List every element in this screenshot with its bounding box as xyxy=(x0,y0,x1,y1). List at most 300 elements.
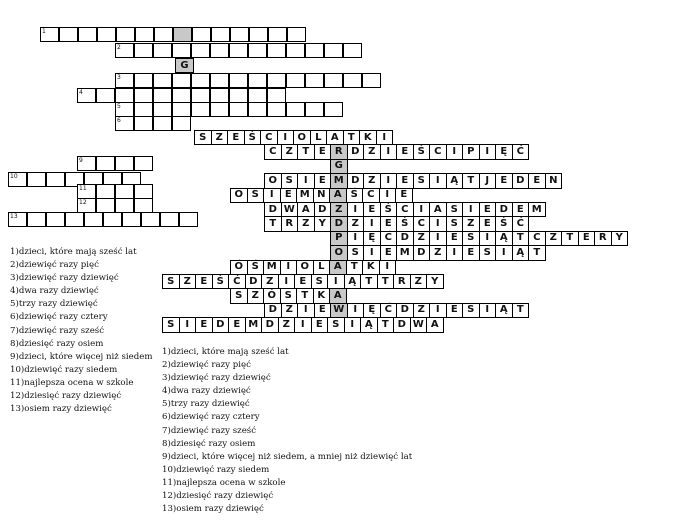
clue-number: 1 xyxy=(42,28,46,35)
crossword-cell xyxy=(179,317,197,332)
crossword-cell xyxy=(396,231,414,246)
crossword-cell xyxy=(495,231,513,246)
crossword-cell xyxy=(343,130,361,145)
crossword-cell xyxy=(305,73,324,88)
crossword-cell xyxy=(248,73,267,88)
cell-letter: I xyxy=(386,174,391,186)
cell-letter: I xyxy=(283,131,288,143)
cell-letter: D xyxy=(351,174,360,186)
cell-letter: C xyxy=(533,232,541,244)
crossword-cell xyxy=(8,172,27,187)
clue-list-bottom xyxy=(162,346,412,516)
clue-item: 2)dziewięć razy pięć xyxy=(162,360,251,371)
crossword-cell xyxy=(429,216,447,231)
crossword-cell xyxy=(173,27,192,42)
crossword-cell xyxy=(261,274,279,289)
clue-item: 13)osiem razy dziewięć xyxy=(10,404,112,415)
crossword-cell xyxy=(347,202,365,217)
clue-number: 5 xyxy=(117,103,121,110)
crossword-cell xyxy=(248,88,267,103)
cell-letter: S xyxy=(315,275,323,287)
cell-letter: D xyxy=(400,232,409,244)
cell-letter: E xyxy=(233,318,241,330)
crossword-cell xyxy=(286,43,305,58)
cell-letter: T xyxy=(302,146,310,158)
crossword-cell xyxy=(479,303,497,318)
cell-letter: I xyxy=(369,246,374,258)
crossword-cell xyxy=(410,274,428,289)
cell-letter: R xyxy=(598,232,607,244)
crossword-cell xyxy=(115,102,134,117)
cell-letter: T xyxy=(350,261,358,273)
cell-letter: T xyxy=(301,290,309,302)
crossword-cell xyxy=(278,274,296,289)
cell-letter: Ć xyxy=(233,275,241,287)
clue-number: 6 xyxy=(117,117,121,124)
crossword-cell xyxy=(324,73,343,88)
cell-letter: E xyxy=(450,304,458,316)
clue-number: 4 xyxy=(79,89,83,96)
cell-letter: Z xyxy=(434,246,442,258)
crossword-cell xyxy=(134,156,153,171)
crossword-cell xyxy=(281,173,299,188)
crossword-cell xyxy=(77,156,96,171)
crossword-cell xyxy=(329,260,347,275)
clue-item: 12)dziesięć razy dziewięć xyxy=(10,391,122,402)
crossword-cell xyxy=(512,231,530,246)
crossword-cell xyxy=(96,156,115,171)
crossword-cell xyxy=(363,144,381,159)
crossword-cell xyxy=(78,27,97,42)
crossword-cell xyxy=(27,172,46,187)
cell-letter: Ó xyxy=(267,290,276,302)
crossword-cell xyxy=(280,288,298,303)
crossword-cell xyxy=(330,303,348,318)
crossword-cell xyxy=(446,303,464,318)
crossword-cell xyxy=(561,231,579,246)
crossword-cell xyxy=(210,88,229,103)
cell-letter: Ć xyxy=(384,304,392,316)
cell-letter: O xyxy=(234,189,243,201)
crossword-cell xyxy=(479,173,497,188)
crossword-cell xyxy=(347,231,365,246)
cell-letter: Z xyxy=(417,232,425,244)
clue-item: 9)dzieci, które więcej niż siedem xyxy=(10,351,153,362)
crossword-cell xyxy=(313,260,331,275)
cell-letter: Z xyxy=(251,290,259,302)
crossword-cell xyxy=(297,303,315,318)
cell-letter: E xyxy=(450,232,458,244)
cell-letter: Z xyxy=(282,318,290,330)
crossword-cell xyxy=(329,188,347,203)
crossword-cell xyxy=(314,303,332,318)
crossword-cell xyxy=(267,73,286,88)
crossword-cell xyxy=(462,216,480,231)
cell-letter: A xyxy=(330,131,339,143)
crossword-cell xyxy=(313,288,331,303)
clue-number: 13 xyxy=(10,213,18,220)
cell-letter: M xyxy=(299,189,310,201)
crossword-cell xyxy=(294,317,312,332)
clue-item: 12)dziesięć razy dziewięć xyxy=(162,491,274,502)
crossword-cell xyxy=(314,173,332,188)
crossword-cell xyxy=(286,102,305,117)
crossword-cell xyxy=(115,43,134,58)
cell-letter: Z xyxy=(549,232,557,244)
crossword-cell xyxy=(175,58,194,73)
cell-letter: A xyxy=(333,189,342,201)
crossword-cell xyxy=(344,317,362,332)
cell-letter: D xyxy=(249,275,258,287)
crossword-cell xyxy=(245,274,263,289)
crossword-cell xyxy=(244,130,262,145)
crossword-cell xyxy=(297,202,315,217)
cell-letter: I xyxy=(485,232,490,244)
crossword-cell xyxy=(429,144,447,159)
crossword-cell xyxy=(280,188,298,203)
crossword-cell xyxy=(8,212,27,227)
crossword-cell xyxy=(324,102,343,117)
clue-item: 6)dziewięć razy cztery xyxy=(10,312,108,323)
crossword-cell xyxy=(310,130,328,145)
crossword-cell xyxy=(462,231,480,246)
cell-letter: E xyxy=(500,174,508,186)
cell-letter: D xyxy=(268,203,277,215)
crossword-cell xyxy=(268,27,287,42)
cell-letter: I xyxy=(385,261,390,273)
crossword-cell xyxy=(135,27,154,42)
cell-letter: K xyxy=(317,290,326,302)
cell-letter: I xyxy=(485,304,490,316)
clue-item: 11)najlepsza ocena w szkole xyxy=(10,377,134,388)
crossword-cell xyxy=(247,288,265,303)
crossword-cell xyxy=(210,102,229,117)
cell-letter: T xyxy=(566,232,574,244)
crossword-cell xyxy=(247,188,265,203)
crossword-cell xyxy=(343,43,362,58)
cell-letter: S xyxy=(167,275,175,287)
crossword-cell xyxy=(264,144,282,159)
crossword-cell xyxy=(212,317,230,332)
cell-letter: S xyxy=(167,318,175,330)
crossword-cell xyxy=(248,43,267,58)
crossword-cell xyxy=(281,144,299,159)
cell-letter: S xyxy=(351,246,359,258)
crossword-cell xyxy=(172,116,191,131)
cell-letter: S xyxy=(251,189,259,201)
crossword-cell xyxy=(545,173,563,188)
cell-letter: E xyxy=(401,146,409,158)
cell-letter: S xyxy=(284,290,292,302)
crossword-cell xyxy=(446,231,464,246)
clue-number: 11 xyxy=(79,185,87,192)
cell-letter: D xyxy=(397,318,406,330)
crossword-cell xyxy=(294,274,312,289)
cell-letter: Ć xyxy=(384,232,392,244)
cell-letter: I xyxy=(353,232,358,244)
cell-letter: C xyxy=(367,189,375,201)
cell-letter: S xyxy=(285,174,293,186)
crossword-cell xyxy=(396,216,414,231)
crossword-cell xyxy=(134,184,153,199)
crossword-cell xyxy=(179,212,198,227)
crossword-cell xyxy=(396,144,414,159)
crossword-cell xyxy=(281,216,299,231)
cell-letter: A xyxy=(433,203,442,215)
cell-letter: Ę xyxy=(368,232,376,244)
crossword-cell xyxy=(195,274,213,289)
crossword-cell xyxy=(330,231,348,246)
clue-number: 10 xyxy=(10,173,18,180)
cell-letter: Y xyxy=(431,275,439,287)
cell-letter: I xyxy=(333,275,338,287)
crossword-cell xyxy=(228,274,246,289)
cell-letter: R xyxy=(397,275,406,287)
crossword-cell xyxy=(297,144,315,159)
crossword-cell xyxy=(393,317,411,332)
crossword-cell xyxy=(393,274,411,289)
cell-letter: D xyxy=(318,203,327,215)
cell-letter: O xyxy=(300,261,309,273)
cell-letter: T xyxy=(516,304,524,316)
crossword-cell xyxy=(347,144,365,159)
cell-letter: M xyxy=(333,174,344,186)
crossword-cell xyxy=(153,116,172,131)
crossword-cell xyxy=(528,173,546,188)
cell-letter: R xyxy=(334,146,343,158)
clue-item: 6)dziewięć razy cztery xyxy=(162,412,260,423)
cell-letter: Z xyxy=(351,218,359,230)
crossword-cell xyxy=(179,274,197,289)
cell-letter: E xyxy=(467,246,475,258)
cell-letter: G xyxy=(334,160,343,172)
crossword-cell xyxy=(115,88,134,103)
crossword-cell xyxy=(194,130,212,145)
clue-number: 12 xyxy=(79,199,87,206)
cell-letter: E xyxy=(318,146,326,158)
cell-letter: Ą xyxy=(499,232,508,244)
cell-letter: Ą xyxy=(516,246,525,258)
cell-letter: O xyxy=(297,131,306,143)
cell-letter: M xyxy=(266,261,277,273)
cell-letter: L xyxy=(318,261,325,273)
cell-letter: E xyxy=(483,218,491,230)
cell-letter: E xyxy=(533,174,541,186)
crossword-cell xyxy=(46,212,65,227)
crossword-cell xyxy=(359,130,377,145)
crossword-cell xyxy=(281,202,299,217)
cell-letter: I xyxy=(382,131,387,143)
crossword-cell xyxy=(329,288,347,303)
clue-number: 2 xyxy=(117,44,121,51)
cell-letter: E xyxy=(483,203,491,215)
clue-item: 2)dziewięć razy pięć xyxy=(10,260,99,271)
crossword-cell xyxy=(115,198,134,213)
cell-letter: E xyxy=(200,318,208,330)
crossword-cell xyxy=(77,88,96,103)
cell-letter: E xyxy=(401,174,409,186)
cell-letter: A xyxy=(430,318,439,330)
cell-letter: C xyxy=(434,146,442,158)
cell-letter: Ę xyxy=(368,304,376,316)
cell-letter: I xyxy=(300,318,305,330)
clue-item: 10)dziewięć razy siedem xyxy=(162,464,270,475)
crossword-cell xyxy=(260,130,278,145)
crossword-cell xyxy=(462,173,480,188)
cell-letter: M xyxy=(531,203,542,215)
crossword-cell xyxy=(343,73,362,88)
crossword-cell xyxy=(153,73,172,88)
cell-letter: Ó xyxy=(234,261,243,273)
crossword-cell xyxy=(305,43,324,58)
crossword-cell xyxy=(495,173,513,188)
cell-letter: K xyxy=(363,131,372,143)
cell-letter: I xyxy=(452,146,457,158)
cell-letter: Ć xyxy=(516,146,524,158)
cell-letter: A xyxy=(301,203,310,215)
crossword-cell xyxy=(115,156,134,171)
crossword-cell xyxy=(191,102,210,117)
cell-letter: Ą xyxy=(499,304,508,316)
cell-letter: E xyxy=(400,189,408,201)
crossword-cell xyxy=(84,212,103,227)
crossword-cell xyxy=(297,173,315,188)
crossword-cell xyxy=(277,130,295,145)
cell-letter: Ś xyxy=(248,131,256,143)
cell-letter: A xyxy=(333,290,342,302)
cell-letter: S xyxy=(467,304,475,316)
cell-letter: M xyxy=(399,246,410,258)
cell-letter: D xyxy=(400,304,409,316)
clue-number: 3 xyxy=(117,74,121,81)
cell-letter: E xyxy=(318,174,326,186)
crossword-cell xyxy=(413,202,431,217)
cell-letter: Ś xyxy=(401,218,409,230)
crossword-cell xyxy=(46,172,65,187)
cell-letter: S xyxy=(450,203,458,215)
cell-letter: S xyxy=(417,174,425,186)
crossword-cell xyxy=(380,303,398,318)
crossword-cell xyxy=(396,245,414,260)
clue-item: 4)dwa razy dziewięć xyxy=(162,386,251,397)
cell-letter: N xyxy=(317,189,326,201)
crossword-cell xyxy=(413,216,431,231)
clue-item: 4)dwa razy dziewięć xyxy=(10,286,99,297)
crossword-cell xyxy=(261,317,279,332)
cell-letter: Ś xyxy=(251,261,259,273)
cell-letter: T xyxy=(347,131,355,143)
cell-letter: Y xyxy=(318,218,326,230)
crossword-cell xyxy=(172,73,191,88)
cell-letter: Ą xyxy=(364,318,373,330)
cell-letter: I xyxy=(435,218,440,230)
cell-letter: S xyxy=(235,290,243,302)
clue-item: 8)dziesięć razy osiem xyxy=(162,438,256,449)
crossword-cell xyxy=(210,73,229,88)
crossword-cell xyxy=(426,317,444,332)
crossword-cell xyxy=(281,303,299,318)
crossword-cell xyxy=(230,288,248,303)
crossword-cell xyxy=(264,303,282,318)
crossword-cell xyxy=(116,27,135,42)
crossword-cell xyxy=(429,173,447,188)
crossword-cell xyxy=(327,317,345,332)
cell-letter: D xyxy=(351,146,360,158)
crossword-cell xyxy=(314,216,332,231)
cell-letter: Z xyxy=(414,275,422,287)
crossword-cell xyxy=(330,173,348,188)
clue-item: 8)dziesięć razy osiem xyxy=(10,338,104,349)
crossword-cell xyxy=(380,202,398,217)
crossword-cell xyxy=(115,116,134,131)
crossword-cell xyxy=(134,198,153,213)
crossword-cell xyxy=(479,144,497,159)
crossword-cell xyxy=(413,245,431,260)
crossword-cell xyxy=(326,130,344,145)
crossword-cell xyxy=(512,173,530,188)
cell-letter: Ś xyxy=(500,218,508,230)
cell-letter: I xyxy=(435,232,440,244)
crossword-cell xyxy=(122,212,141,227)
crossword-cell xyxy=(249,27,268,42)
crossword-cell xyxy=(267,43,286,58)
crossword-cell xyxy=(314,144,332,159)
clue-item: 1)dzieci, które mają sześć lat xyxy=(10,247,137,257)
crossword-cell xyxy=(396,202,414,217)
clue-item: 1)dzieci, które mają sześć lat xyxy=(162,347,289,357)
cell-letter: Z xyxy=(368,146,376,158)
cell-letter: I xyxy=(269,189,274,201)
cell-letter: S xyxy=(332,318,340,330)
cell-letter: T xyxy=(269,218,277,230)
crossword-cell xyxy=(413,231,431,246)
crossword-cell xyxy=(429,245,447,260)
crossword-cell xyxy=(77,198,96,213)
crossword-cell xyxy=(429,303,447,318)
crossword-cell xyxy=(115,184,134,199)
crossword-cell xyxy=(377,317,395,332)
cell-letter: Z xyxy=(335,203,343,215)
clue-item: 7)dziewięć razy sześć xyxy=(10,325,105,336)
crossword-cell xyxy=(479,202,497,217)
cell-letter: Y xyxy=(615,232,623,244)
crossword-cell xyxy=(264,173,282,188)
cell-letter: Ą xyxy=(450,174,459,186)
crossword-cell xyxy=(363,216,381,231)
crossword-cell xyxy=(512,144,530,159)
crossword-cell xyxy=(611,231,629,246)
cell-letter: I xyxy=(485,146,490,158)
crossword-cell xyxy=(495,303,513,318)
cell-letter: P xyxy=(335,232,343,244)
clue-list-left xyxy=(10,246,156,416)
crossword-cell xyxy=(191,73,210,88)
crossword-cell xyxy=(134,73,153,88)
cell-letter: N xyxy=(549,174,558,186)
cell-letter: I xyxy=(185,318,190,330)
crossword-cell xyxy=(379,188,397,203)
cell-letter: E xyxy=(582,232,590,244)
cell-letter: I xyxy=(284,275,289,287)
cell-letter: E xyxy=(516,203,524,215)
crossword-cell xyxy=(462,144,480,159)
crossword-cell xyxy=(313,188,331,203)
crossword-cell xyxy=(96,88,115,103)
crossword-cell xyxy=(230,27,249,42)
cell-letter: Ą xyxy=(348,275,357,287)
cell-letter: T xyxy=(365,275,373,287)
crossword-cell xyxy=(134,88,153,103)
